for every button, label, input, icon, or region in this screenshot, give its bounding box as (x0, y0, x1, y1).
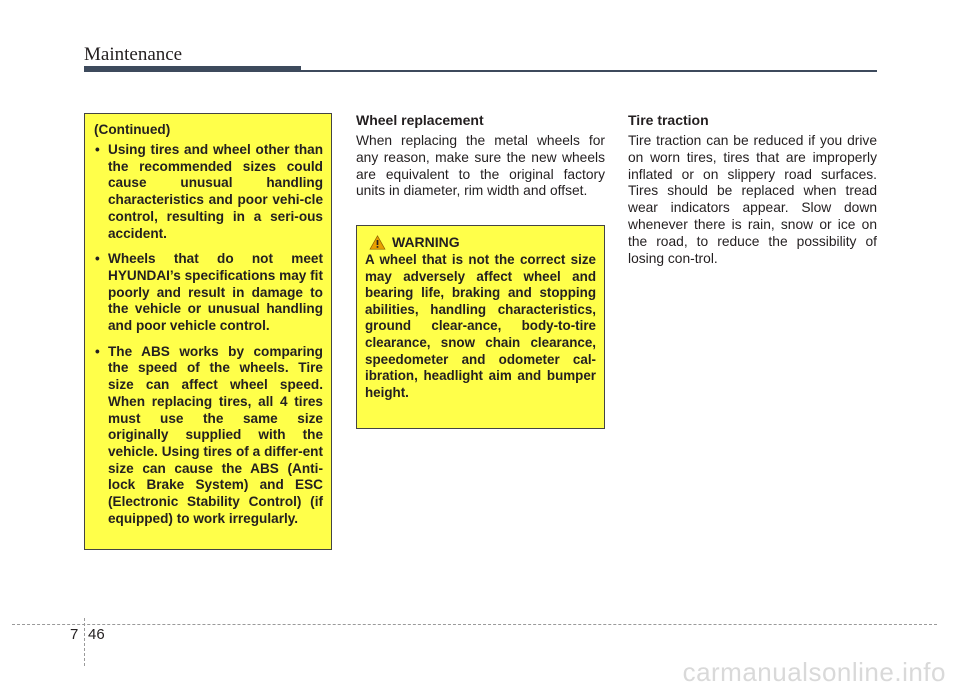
chapter-number: 7 (70, 626, 79, 643)
watermark: carmanualsonline.info (682, 657, 946, 687)
wheel-replacement-heading: Wheel replacement (356, 112, 484, 128)
header-bar (84, 66, 301, 72)
bullet-item (94, 142, 323, 242)
bullet-text: The ABS works by comparing the speed of the wheels. Tire size can affect wheel speed. When replacing tires, all 4 tires must use the same size originally supplied with the vehicle. Using tires of a differ-ent size can cause the ABS (Anti-lock Brake System) and ESC (Electronic Stability Control) (if equipped) to work irregularly. (108, 343, 323, 526)
page-number: 46 (88, 626, 105, 643)
wheel-warning-box (356, 225, 605, 429)
tire-traction-heading: Tire traction (628, 112, 709, 128)
footer-divider (84, 618, 85, 666)
warning-text: A wheel that is not the correct size may adversely affect wheel and bearing life, braking and stopping abilities, handling characteristics, ground clear-ance, body-to-tire clearance, snow chain clearance, speedometer and odometer cal-ibration, headlight aim and bumper height. (365, 252, 596, 400)
warning-triangle-icon (369, 235, 386, 250)
wheel-replacement-body: When replacing the metal wheels for any reason, make sure the new wheels are equivalent to the original factory units in diameter, rim width and offset. (356, 133, 605, 199)
bullet-icon: • (95, 251, 100, 267)
bullet-icon: • (95, 343, 100, 359)
continued-warning-box (84, 113, 332, 550)
warning-heading: WARNING (392, 234, 460, 250)
footer-rule (12, 624, 937, 625)
continued-label: (Continued) (94, 122, 171, 137)
bullet-icon: • (95, 142, 100, 157)
warning-bullet-list (94, 142, 323, 527)
section-title: Maintenance (84, 44, 183, 65)
warning-header (369, 234, 596, 250)
header-rule (301, 70, 877, 72)
bullet-text: Wheels that do not meet HYUNDAI’s specifications may fit poorly and result in damage to the vehicle or unusual handling and poor vehicle control. (108, 251, 323, 334)
tire-traction-body: Tire traction can be reduced if you drive on worn tires, tires that are improperly inflated or on slippery road surfaces. Tires should be replaced when tread wear indicators appear. Slow down whenever there is rain, snow or ice on the road, to reduce the possibility of losing con-trol. (628, 133, 877, 266)
bullet-item (94, 251, 323, 335)
bullet-text: Using tires and wheel other than the recommended sizes could cause unusual handling characteristics and poor vehi-cle control, resulting in a seri-ous accident. (108, 142, 323, 241)
bullet-item (94, 344, 323, 528)
